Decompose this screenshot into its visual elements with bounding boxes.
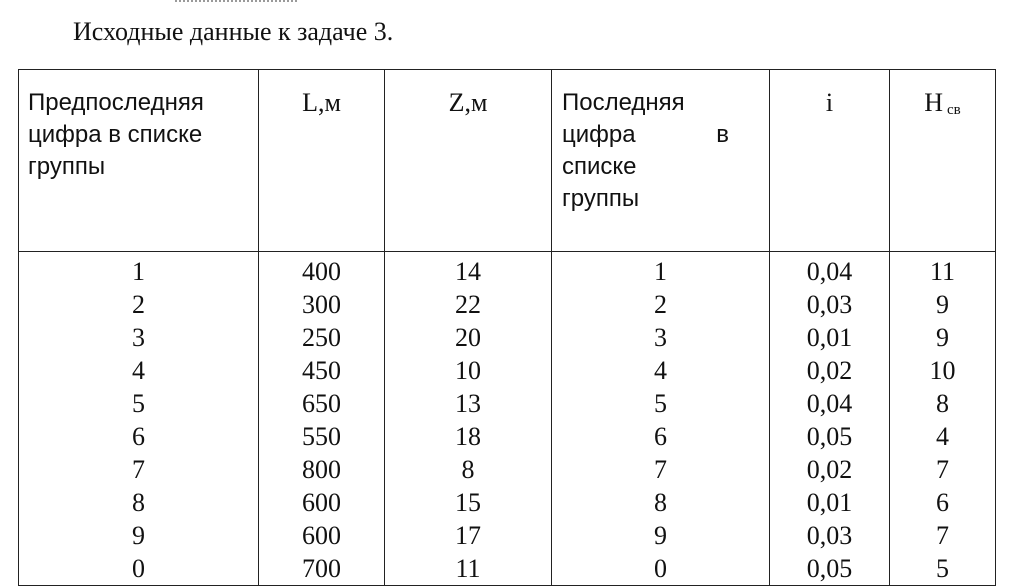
table-row <box>19 354 996 387</box>
header-last-word-tsifra: цифра <box>562 121 636 148</box>
cell-last-digit: 3 <box>552 321 770 354</box>
header-penultimate-digit <box>19 70 259 252</box>
header-L-text: L,м <box>302 88 341 117</box>
cell-H-sv: 6 <box>890 486 996 519</box>
cell-Z: 17 <box>385 519 552 552</box>
cell-H-sv: 5 <box>890 552 996 586</box>
cell-L: 700 <box>259 552 385 586</box>
header-penultimate-text: Предпоследняя цифра в списке группы <box>28 89 204 180</box>
cell-L: 250 <box>259 321 385 354</box>
header-H-main: H <box>924 88 944 117</box>
cell-Z: 18 <box>385 420 552 453</box>
cell-penultimate-digit: 6 <box>19 420 259 453</box>
table-header-row <box>19 70 996 252</box>
cell-last-digit: 7 <box>552 453 770 486</box>
header-Z-text: Z,м <box>448 88 488 117</box>
cell-penultimate-digit: 2 <box>19 288 259 321</box>
header-Z <box>385 70 552 252</box>
table-row <box>19 387 996 420</box>
table-caption: Исходные данные к задаче 3. <box>73 17 394 46</box>
header-last-line2 <box>562 119 729 151</box>
table-row <box>19 420 996 453</box>
cell-penultimate-digit: 4 <box>19 354 259 387</box>
cell-Z: 10 <box>385 354 552 387</box>
header-L <box>259 70 385 252</box>
header-last-line4: группы <box>562 185 640 212</box>
table-row <box>19 519 996 552</box>
cell-i: 0,03 <box>770 288 890 321</box>
table-row <box>19 288 996 321</box>
cell-i: 0,02 <box>770 354 890 387</box>
cell-L: 400 <box>259 252 385 289</box>
header-i-text: i <box>825 88 834 117</box>
cell-last-digit: 8 <box>552 486 770 519</box>
cell-Z: 15 <box>385 486 552 519</box>
cell-i: 0,05 <box>770 420 890 453</box>
cell-H-sv: 10 <box>890 354 996 387</box>
cell-penultimate-digit: 7 <box>19 453 259 486</box>
cell-H-sv: 8 <box>890 387 996 420</box>
cell-L: 800 <box>259 453 385 486</box>
cell-i: 0,05 <box>770 552 890 586</box>
cell-last-digit: 6 <box>552 420 770 453</box>
cell-penultimate-digit: 9 <box>19 519 259 552</box>
cell-L: 650 <box>259 387 385 420</box>
cell-Z: 11 <box>385 552 552 586</box>
header-H-subscript: св <box>947 102 961 118</box>
cell-last-digit: 0 <box>552 552 770 586</box>
cell-Z: 13 <box>385 387 552 420</box>
cell-penultimate-digit: 1 <box>19 252 259 289</box>
header-last-digit <box>552 70 770 252</box>
header-last-line3: списке <box>562 153 637 180</box>
table-row <box>19 321 996 354</box>
cell-L: 600 <box>259 486 385 519</box>
cell-H-sv: 7 <box>890 453 996 486</box>
cell-last-digit: 1 <box>552 252 770 289</box>
cell-Z: 8 <box>385 453 552 486</box>
cell-H-sv: 11 <box>890 252 996 289</box>
cell-last-digit: 9 <box>552 519 770 552</box>
cell-H-sv: 4 <box>890 420 996 453</box>
top-dotted-rule <box>175 0 297 5</box>
cell-last-digit: 5 <box>552 387 770 420</box>
cell-i: 0,03 <box>770 519 890 552</box>
table-row <box>19 252 996 289</box>
header-H-sv <box>890 70 996 252</box>
cell-Z: 20 <box>385 321 552 354</box>
cell-penultimate-digit: 3 <box>19 321 259 354</box>
cell-L: 450 <box>259 354 385 387</box>
cell-H-sv: 9 <box>890 288 996 321</box>
table-row <box>19 453 996 486</box>
table-row <box>19 552 996 586</box>
table-body <box>19 252 996 586</box>
cell-Z: 22 <box>385 288 552 321</box>
cell-L: 600 <box>259 519 385 552</box>
cell-penultimate-digit: 5 <box>19 387 259 420</box>
cell-i: 0,01 <box>770 486 890 519</box>
source-data-table <box>18 69 996 586</box>
cell-H-sv: 7 <box>890 519 996 552</box>
cell-last-digit: 2 <box>552 288 770 321</box>
header-last-line1: Последняя <box>562 89 685 116</box>
cell-L: 550 <box>259 420 385 453</box>
header-last-word-v: в <box>716 121 729 148</box>
cell-i: 0,04 <box>770 387 890 420</box>
header-i <box>770 70 890 252</box>
cell-last-digit: 4 <box>552 354 770 387</box>
cell-Z: 14 <box>385 252 552 289</box>
cell-penultimate-digit: 8 <box>19 486 259 519</box>
cell-penultimate-digit: 0 <box>19 552 259 586</box>
cell-i: 0,04 <box>770 252 890 289</box>
cell-i: 0,02 <box>770 453 890 486</box>
cell-H-sv: 9 <box>890 321 996 354</box>
table-row <box>19 486 996 519</box>
cell-L: 300 <box>259 288 385 321</box>
cell-i: 0,01 <box>770 321 890 354</box>
